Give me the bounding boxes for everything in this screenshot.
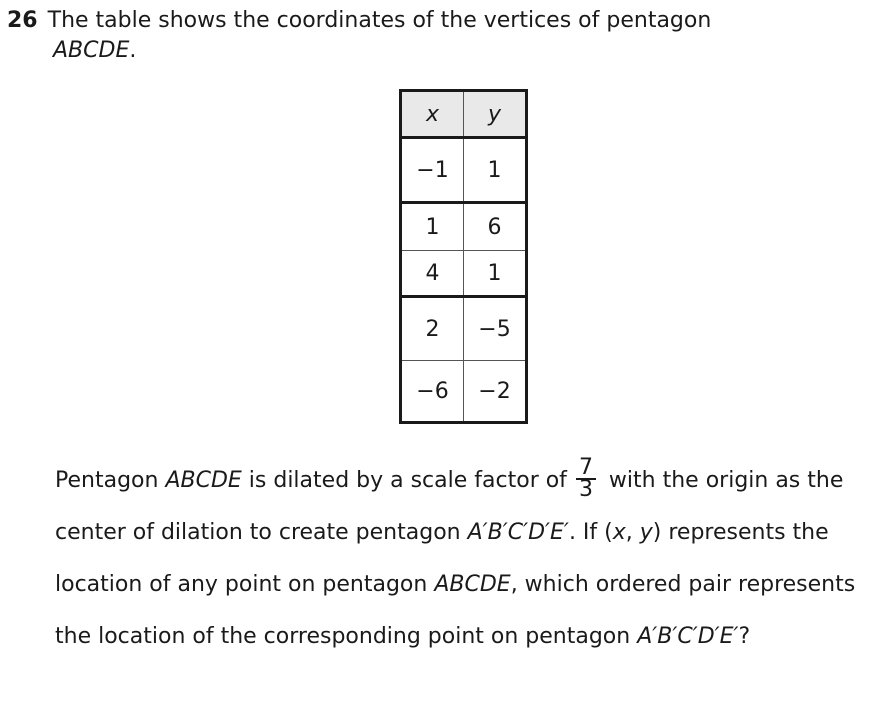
problem-text-part: . If (	[568, 520, 613, 545]
table-cell-y: −2	[464, 361, 527, 423]
table-cell-y: 1	[464, 251, 527, 297]
table-cell-x: −6	[401, 361, 464, 423]
table-row	[401, 203, 527, 251]
table-cell-y: 1	[464, 138, 527, 203]
header-x: x	[401, 91, 464, 138]
question-intro-line1	[7, 6, 847, 36]
problem-text-part: , which ordered pair represents the location of the corresponding point on pentagon	[55, 572, 856, 649]
question-number: 26	[7, 8, 38, 33]
scale-factor-fraction	[576, 455, 596, 502]
table-cell-y: 6	[464, 203, 527, 251]
table-cell-x: −1	[401, 138, 464, 203]
problem-text-part: Pentagon	[55, 468, 166, 493]
header-y: y	[464, 91, 527, 138]
intro-period: .	[129, 38, 137, 63]
pentagon-name: ABCDE	[434, 572, 511, 597]
pentagon-name: ABCDE	[165, 468, 242, 493]
table-cell-x: 4	[401, 251, 464, 297]
question-header	[7, 6, 847, 66]
image-pentagon-name: A′B′C′D′E′	[637, 624, 739, 649]
table-row	[401, 297, 527, 361]
table-row	[401, 361, 527, 423]
table-cell-x: 2	[401, 297, 464, 361]
variable-y: y	[639, 520, 653, 545]
image-pentagon-name: A′B′C′D′E′	[467, 520, 569, 545]
coordinates-table	[399, 89, 528, 424]
question-intro-line2	[53, 36, 847, 66]
problem-text-part: is dilated by a scale factor of	[241, 468, 574, 493]
table-row	[401, 138, 527, 203]
fraction-denominator: 3	[578, 477, 593, 502]
problem-statement	[55, 455, 865, 663]
problem-text-part: ?	[738, 624, 751, 649]
problem-text-part: with the origin as the center of dilation to create pentagon	[55, 468, 844, 545]
problem-text-part: ) represents the location of any point on pentagon	[55, 520, 829, 597]
table-row	[401, 251, 527, 297]
table-cell-y: −5	[464, 297, 527, 361]
question-intro-text: The table shows the coordinates of the vertices of pentagon	[47, 8, 712, 33]
fraction-numerator: 7	[576, 458, 596, 480]
variable-x: x	[612, 520, 626, 545]
problem-text-part: ,	[625, 520, 640, 545]
table-cell-x: 1	[401, 203, 464, 251]
table-header-row	[401, 91, 527, 138]
pentagon-name: ABCDE	[53, 38, 130, 63]
